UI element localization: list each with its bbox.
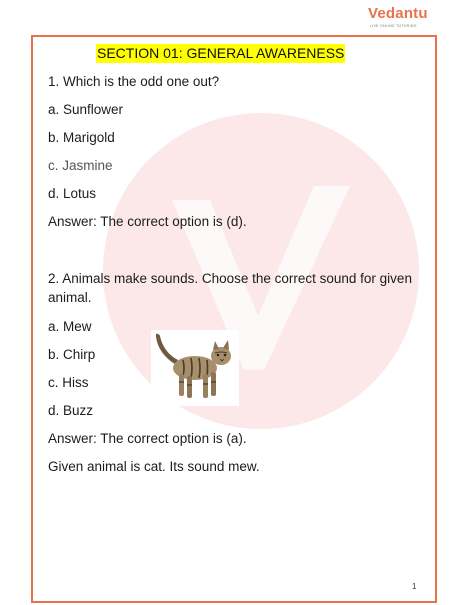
brand-name: Vedantu — [368, 5, 428, 22]
q2-option-c: c. Hiss — [48, 375, 89, 390]
page-number: 1 — [412, 582, 417, 591]
question-2-prompt: 2. Animals make sounds. Choose the correct sound for given animal. — [48, 271, 412, 305]
cat-photo — [151, 330, 239, 406]
q1-answer: Answer: The correct option is (d). — [48, 214, 247, 229]
q2-option-a: a. Mew — [48, 319, 92, 334]
q2-option-d: d. Buzz — [48, 403, 94, 418]
q1-option-d: d. Lotus — [48, 186, 97, 201]
q2-explanation: Given animal is cat. Its sound mew. — [48, 459, 260, 474]
brand-logo — [368, 5, 436, 31]
question-1-prompt: 1. Which is the odd one out? — [48, 74, 220, 89]
q1-option-b: b. Marigold — [48, 130, 115, 145]
q1-option-a: a. Sunflower — [48, 102, 124, 117]
q2-answer: Answer: The correct option is (a). — [48, 431, 247, 446]
q2-option-b: b. Chirp — [48, 347, 96, 362]
section-title: SECTION 01: GENERAL AWARENESS — [97, 45, 345, 61]
q1-option-c: c. Jasmine — [48, 158, 113, 173]
brand-tagline: LIVE ONLINE TUTORING — [370, 24, 417, 28]
